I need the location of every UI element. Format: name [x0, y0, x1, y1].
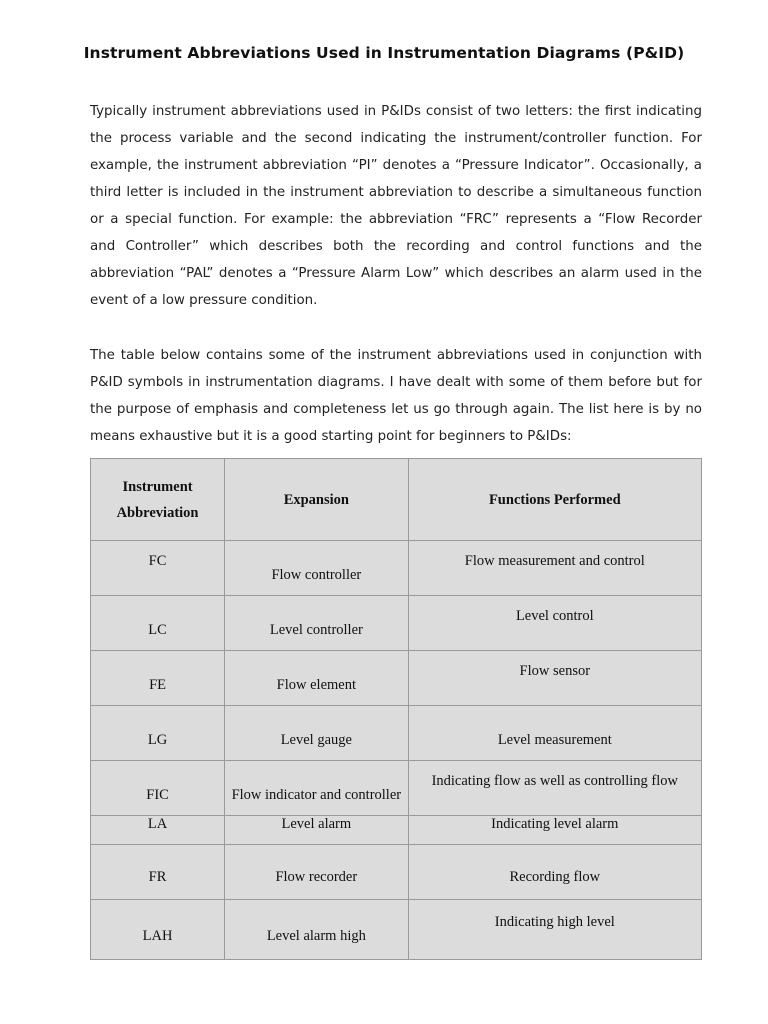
header-abbreviation-line2: Abbreviation [116, 504, 199, 521]
table-row [91, 541, 702, 596]
function-text: Level control [515, 608, 594, 624]
table-row [91, 706, 702, 761]
abbr-cell [91, 845, 225, 900]
expansion-cell [225, 706, 409, 761]
abbr-cell [91, 761, 225, 816]
expansion-cell [225, 596, 409, 651]
expansion-text: Level gauge [280, 732, 352, 748]
function-text: Recording flow [509, 869, 601, 885]
function-text: Level measurement [497, 732, 612, 748]
abbr-cell [91, 651, 225, 706]
function-text: Flow measurement and control [464, 553, 645, 569]
abbr-text: LAH [142, 928, 173, 944]
expansion-cell [225, 816, 409, 845]
expansion-cell [225, 845, 409, 900]
table-row [91, 845, 702, 900]
abbr-text: FR [148, 869, 167, 885]
function-cell [408, 651, 701, 706]
function-cell [408, 900, 701, 960]
function-text: Indicating flow as well as controlling flow [431, 773, 679, 789]
abbr-cell [91, 706, 225, 761]
header-expansion: Expansion [225, 459, 409, 541]
abbr-text: FIC [146, 787, 169, 803]
expansion-cell [225, 761, 409, 816]
expansion-text: Flow controller [271, 567, 362, 583]
intro-paragraph: Typically instrument abbreviations used in P&IDs consist of two letters: the first indicating the process variable and the second indicating the instrument/controller function. For example, the instrument abbreviation “PI” denotes a “Pressure Indicator”. Occasionally, a third letter is included in the instrument abbreviation to describe a simultaneous function or a special function. For example: the abbreviation “FRC” represents a “Flow Recorder and Controller” which describes both the recording and control functions and the abbreviation “PAL” denotes a “Pressure Alarm Low” which describes an alarm used in the event of a low pressure condition. [90, 104, 702, 308]
abbr-text: FC [148, 553, 167, 569]
function-cell [408, 541, 701, 596]
table-intro-paragraph: The table below contains some of the instrument abbreviations used in conjunction with P&ID symbols in instrumentation diagrams. I have dealt with some of them before but for the purpose of emphasis and completeness let us go through again. The list here is by no means exhaustive but it is a good starting point for beginners to P&IDs: [90, 348, 702, 444]
header-functions: Functions Performed [408, 459, 701, 541]
function-cell [408, 596, 701, 651]
expansion-text: Flow indicator and controller [231, 787, 402, 803]
function-cell [408, 845, 701, 900]
abbr-cell [91, 596, 225, 651]
expansion-cell [225, 541, 409, 596]
expansion-cell [225, 900, 409, 960]
table-row [91, 900, 702, 960]
abbr-text: LC [148, 622, 167, 638]
abbr-text: LG [147, 732, 168, 748]
abbr-text: FE [149, 677, 166, 693]
expansion-text: Flow element [276, 677, 357, 693]
function-cell [408, 706, 701, 761]
abbr-text: LA [147, 816, 168, 832]
table-row [91, 596, 702, 651]
expansion-text: Level alarm high [266, 928, 366, 944]
expansion-cell [225, 651, 409, 706]
function-cell [408, 816, 701, 845]
header-abbreviation-line1: Instrument [122, 478, 193, 495]
function-text: Indicating high level [494, 914, 615, 930]
abbreviations-table [90, 458, 702, 960]
function-text: Flow sensor [519, 663, 591, 679]
table-header-row [91, 459, 702, 541]
abbr-cell [91, 541, 225, 596]
page-title: Instrument Abbreviations Used in Instrumentation Diagrams (P&ID) [83, 44, 685, 62]
abbr-cell [91, 816, 225, 845]
table-row [91, 651, 702, 706]
abbr-cell [91, 900, 225, 960]
table-row [91, 761, 702, 816]
expansion-text: Flow recorder [275, 869, 358, 885]
expansion-text: Level alarm [281, 816, 352, 832]
table-row [91, 816, 702, 845]
expansion-text: Level controller [269, 622, 363, 638]
function-text: Indicating level alarm [491, 816, 619, 832]
function-cell [408, 761, 701, 816]
header-abbreviation [91, 459, 225, 541]
